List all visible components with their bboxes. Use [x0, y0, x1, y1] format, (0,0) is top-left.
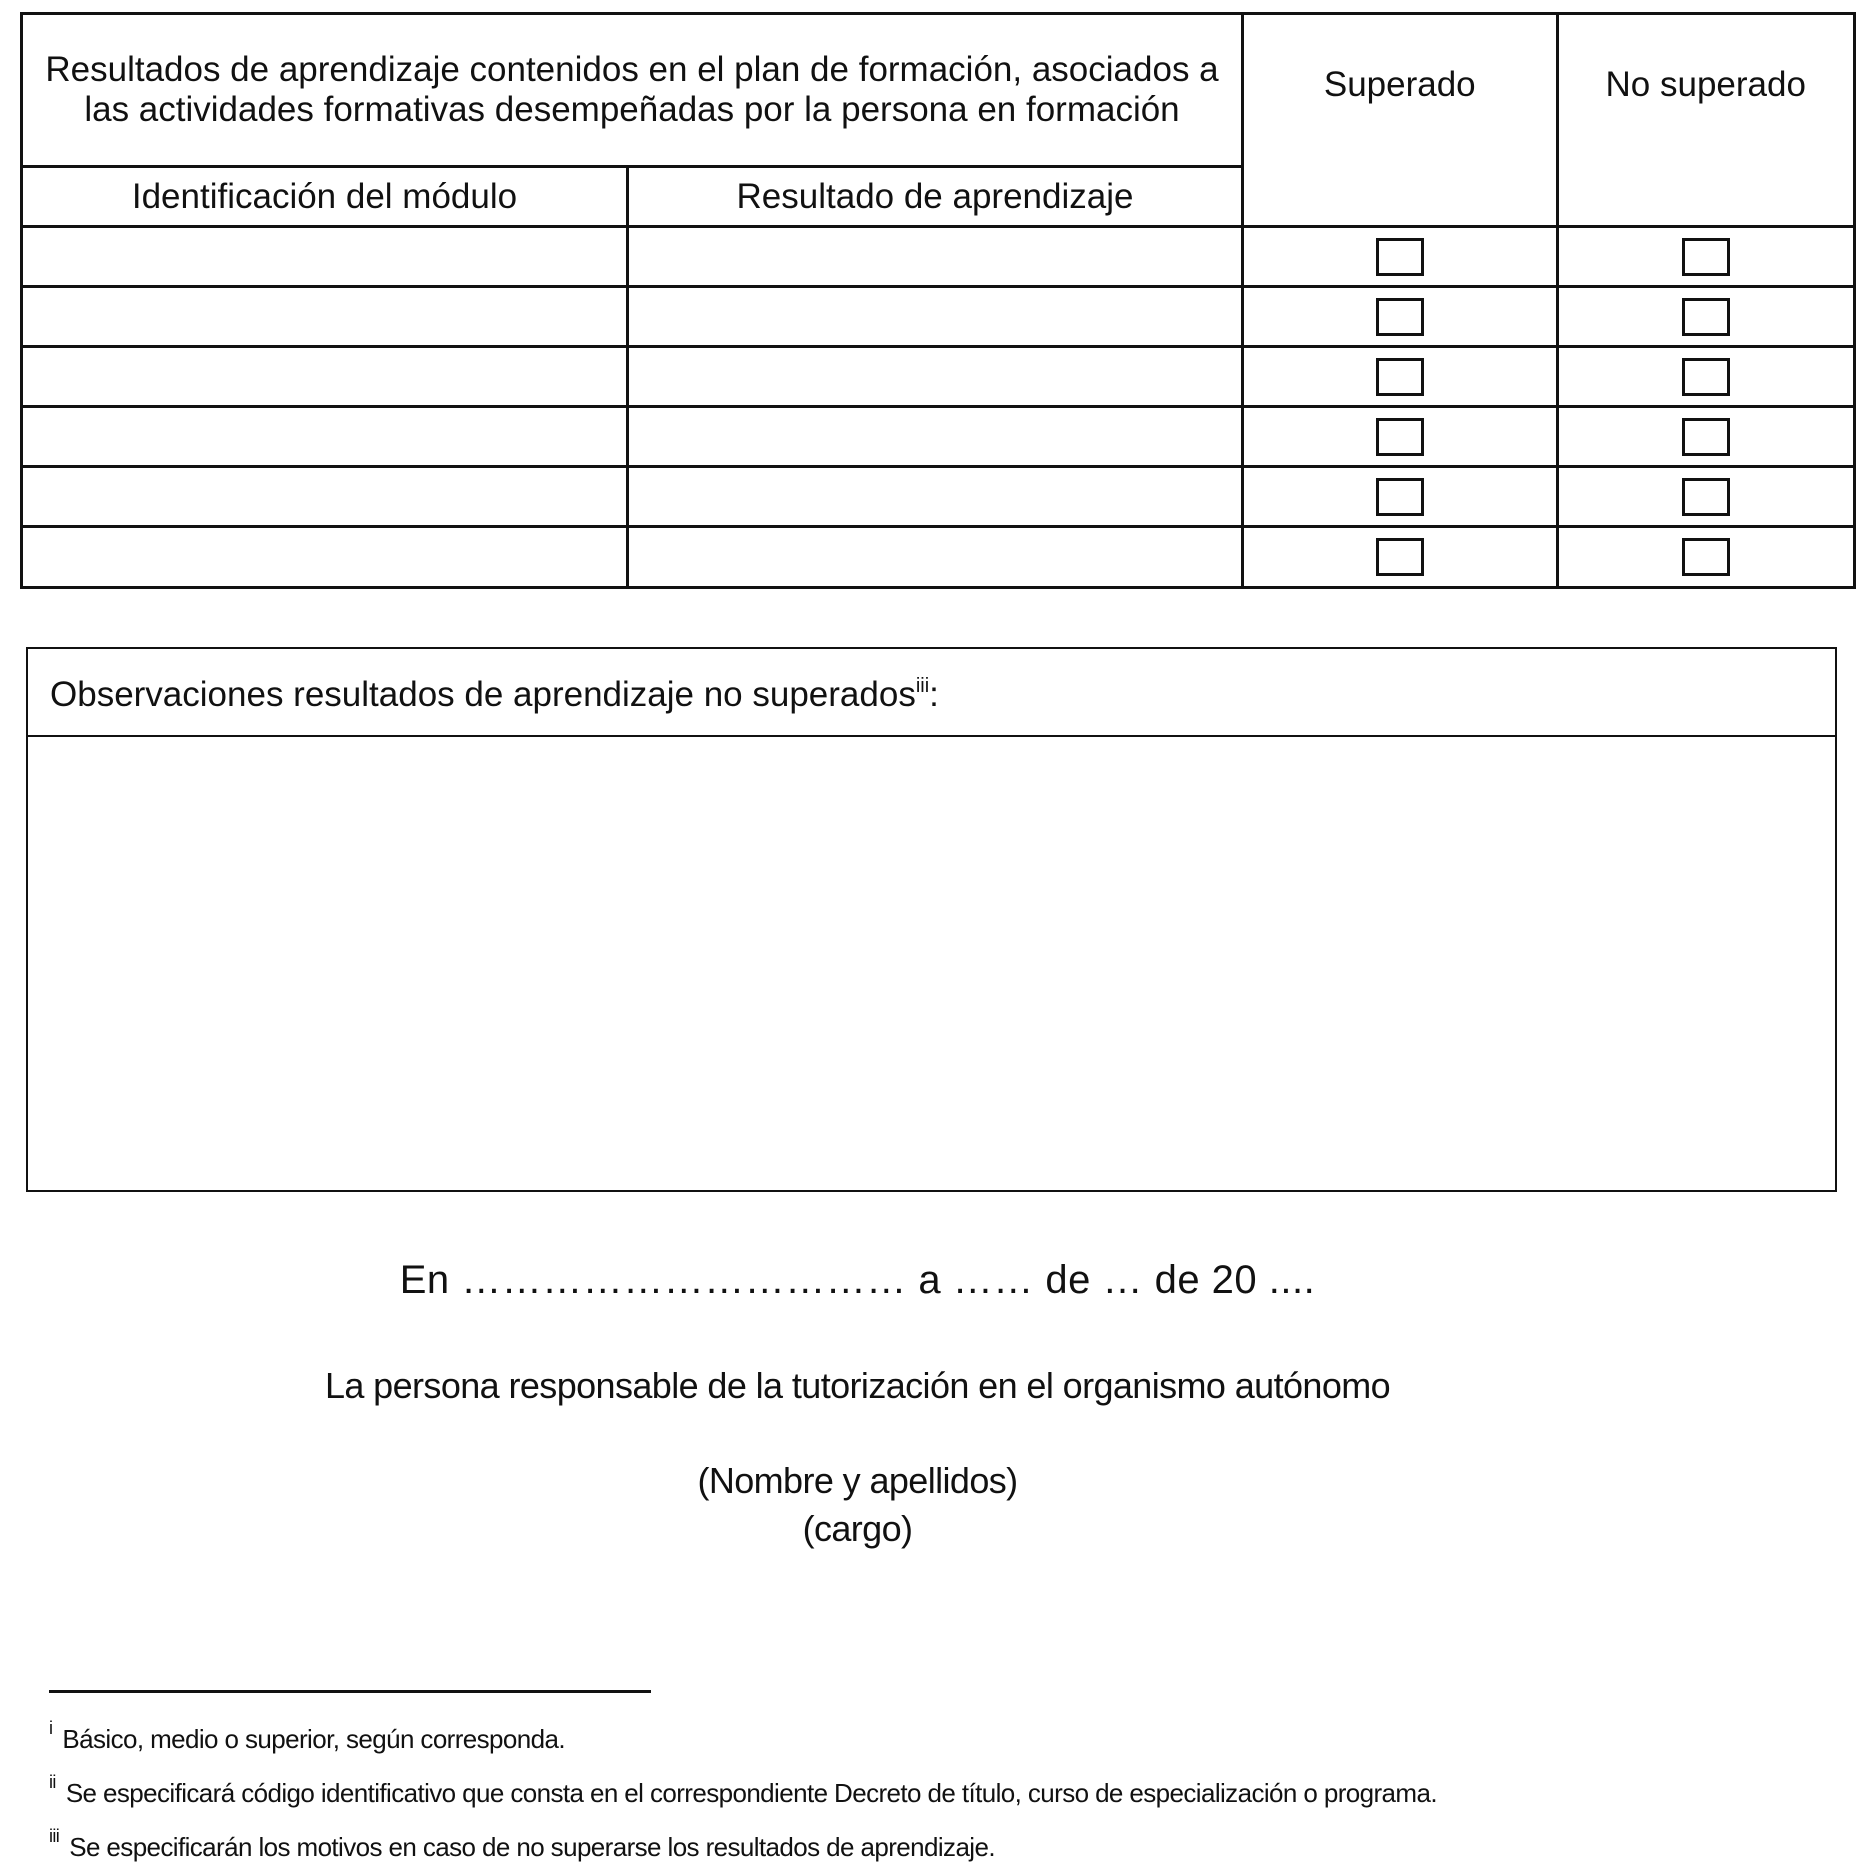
modulo-cell[interactable]: [22, 287, 628, 347]
observations-box: [26, 647, 1837, 1192]
column-header-resultado: [627, 167, 1242, 227]
modulo-cell[interactable]: [22, 407, 628, 467]
no-superado-checkbox[interactable]: [1682, 298, 1730, 336]
resultado-cell[interactable]: [627, 407, 1242, 467]
observations-colon: :: [929, 675, 939, 714]
superado-cell: [1243, 287, 1558, 347]
superado-checkbox[interactable]: [1376, 298, 1424, 336]
footnote-ii: [49, 1772, 1437, 1809]
resultado-cell[interactable]: [627, 467, 1242, 527]
table-row: [22, 407, 1855, 467]
table-row: [22, 227, 1855, 287]
no-superado-label: No superado: [1605, 65, 1806, 104]
date-place-line: En …………………………… a …… de … de 20 ....: [399, 1258, 1316, 1302]
observations-text-area[interactable]: [28, 737, 1835, 1192]
footnote-marker: iii: [49, 1826, 60, 1846]
name-placeholder: (Nombre y apellidos): [697, 1460, 1018, 1501]
resultado-label: Resultado de aprendizaje: [736, 176, 1134, 216]
footnote-text: Básico, medio o superior, según corresponda.: [62, 1724, 565, 1754]
observations-footnote-ref: iii: [915, 675, 930, 697]
footnote-separator: [49, 1690, 651, 1693]
table-row: [22, 347, 1855, 407]
no-superado-checkbox[interactable]: [1682, 478, 1730, 516]
modulo-label: Identificación del módulo: [131, 176, 518, 216]
footnote-text: Se especificará código identificativo que consta en el correspondiente Decreto de título, curso de especialización o programa.: [65, 1778, 1437, 1808]
superado-checkbox[interactable]: [1376, 538, 1424, 576]
superado-cell: [1243, 227, 1558, 287]
superado-checkbox[interactable]: [1376, 238, 1424, 276]
no-superado-cell: [1557, 467, 1855, 527]
no-superado-cell: [1557, 407, 1855, 467]
footnote-iii: [49, 1826, 995, 1863]
resultado-cell[interactable]: [627, 527, 1242, 588]
column-header-no-superado: [1557, 14, 1855, 227]
modulo-cell[interactable]: [22, 347, 628, 407]
table-row: [22, 527, 1855, 588]
modulo-cell[interactable]: [22, 527, 628, 588]
no-superado-checkbox[interactable]: [1682, 358, 1730, 396]
no-superado-checkbox[interactable]: [1682, 238, 1730, 276]
resultado-cell[interactable]: [627, 287, 1242, 347]
no-superado-cell: [1557, 527, 1855, 588]
table-main-header: [22, 14, 1243, 167]
superado-cell: [1243, 347, 1558, 407]
no-superado-cell: [1557, 287, 1855, 347]
learning-results-table: [20, 12, 1856, 589]
observations-label: Observaciones resultados de aprendizaje no superados: [50, 675, 916, 714]
footnote-marker: i: [49, 1718, 53, 1738]
superado-label: Superado: [1323, 65, 1476, 104]
superado-checkbox[interactable]: [1376, 418, 1424, 456]
resultado-cell[interactable]: [627, 227, 1242, 287]
table-row: [22, 467, 1855, 527]
responsible-title: La persona responsable de la tutorización en el organismo autónomo: [324, 1365, 1391, 1406]
footnote-marker: ii: [49, 1772, 56, 1792]
superado-cell: [1243, 407, 1558, 467]
resultado-cell[interactable]: [627, 347, 1242, 407]
no-superado-cell: [1557, 347, 1855, 407]
no-superado-checkbox[interactable]: [1682, 538, 1730, 576]
no-superado-cell: [1557, 227, 1855, 287]
table-row: [22, 287, 1855, 347]
modulo-cell[interactable]: [22, 467, 628, 527]
footnote-text: Se especificarán los motivos en caso de no superarse los resultados de aprendizaje.: [69, 1832, 995, 1862]
no-superado-checkbox[interactable]: [1682, 418, 1730, 456]
column-header-superado: [1243, 14, 1558, 227]
observations-header: [28, 649, 1835, 737]
modulo-cell[interactable]: [22, 227, 628, 287]
superado-cell: [1243, 527, 1558, 588]
superado-checkbox[interactable]: [1376, 478, 1424, 516]
superado-cell: [1243, 467, 1558, 527]
main-header-text: Resultados de aprendizaje contenidos en el plan de formación, asociados a las actividades formativas desempeñadas por la persona en formación: [45, 50, 1219, 129]
cargo-placeholder: (cargo): [802, 1508, 913, 1549]
column-header-modulo: [22, 167, 628, 227]
superado-checkbox[interactable]: [1376, 358, 1424, 396]
footnote-i: [49, 1718, 565, 1755]
